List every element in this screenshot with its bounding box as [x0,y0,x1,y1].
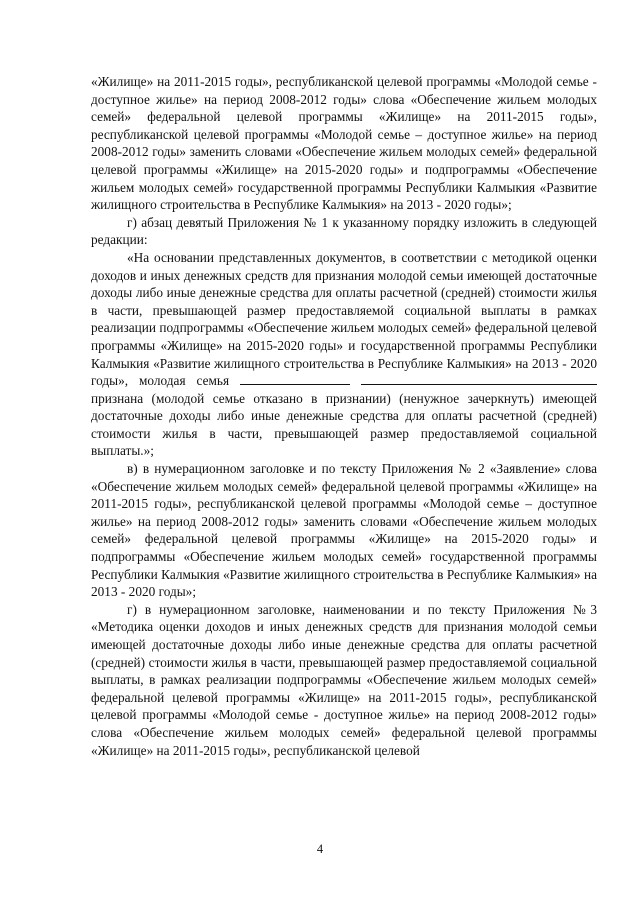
paragraph-item-g-appendix-3: г) в нумерационном заголовке, наименовании и по тексту Приложения №3 «Методика оценки доходов и иных денежных средств для признания молодой семьи имеющей достаточные доходы либо иные денежные средства для оплаты расчетной (средней) стоимости жилья в части, превышающей размер предоставляемой социальной выплаты, в рамках реализации подпрограммы «Обеспечение жильем молодых семей» федеральной целевой программы «Жилище» на 2011-2015 годы», республиканской целевой программы «Молодой семье - доступное жилье» на период 2008-2012 годы» слова «Обеспечение жильем молодых семей» федеральной целевой программы «Жилище» на 2011-2015 годы», республиканской целевой [91,601,597,758]
fill-in-line-short [240,373,350,385]
quoted-text-part-1: «На основании представленных документов, в соответствии с методикой оценки доходов и иных денежных средств для признания молодой семьи имеющей достаточные доходы либо иные денежные средства для оплаты расчетной (средней) стоимости жилья в части, превышающей размер предоставляемой социальной выплаты в рамках реализации подпрограммы «Обеспечение жильем молодых семей» федеральной целевой программы «Жилище» на 2015-2020 годы» и государственной программы Республики Калмыкия «Развитие жилищного строительства в Республике Калмыкия» на 2013 - 2020 годы», молодая семья [91,249,597,389]
paragraph-item-v-appendix-2: в) в нумерационном заголовке и по тексту Приложения № 2 «Заявление» слова «Обеспечение жильем молодых семей» федеральной целевой программы «Жилище» на 2011-2015 годы», республиканской целевой программы «Молодой семье – доступное жилье» на период 2008-2012 годы» заменить словами «Обеспечение жильем молодых семей» федеральной целевой программы «Жилище» на 2015-2020 годы» и подпрограммы «Обеспечение жильем молодых семей» государственной программы Республики Калмыкия «Развитие жилищного строительства в Республике Калмыкия» на 2013 - 2020 годы»; [91,461,597,600]
paragraph-item-g-appendix-1: г) абзац девятый Приложения № 1 к указанному порядку изложить в следующей редакции: [91,214,597,248]
quoted-text-part-2: признана (молодой семье отказано в признании) (ненужное зачеркнуть) имеющей достаточные доходы либо иные денежные средства для оплаты расчетной (средней) стоимости жилья в части, превышающей размер предоставляемой социальной выплаты.»; [91,390,597,459]
paragraph-quoted-new-wording [91,249,597,460]
fill-in-line-long [361,373,597,385]
page-number: 4 [316,842,324,856]
paragraph-replacement-continued: «Жилище» на 2011-2015 годы», республиканской целевой программы «Молодой семье - доступное жилье» на период 2008-2012 годы» слова «Обеспечение жильем молодых семей» федеральной целевой программы «Жилище» на 2011-2015 годы», республиканской целевой программы «Молодой семье – доступное жилье» на период 2008-2012 годы» заменить словами «Обеспечение жильем молодых семей» федеральной целевой программы «Жилище» на 2015-2020 годы» и подпрограммы «Обеспечение жильем молодых семей» государственной программы Республики Калмыкия «Развитие жилищного строительства в Республике Калмыкия» на 2013 - 2020 годы»; [91,74,597,213]
body-text [91,73,597,759]
